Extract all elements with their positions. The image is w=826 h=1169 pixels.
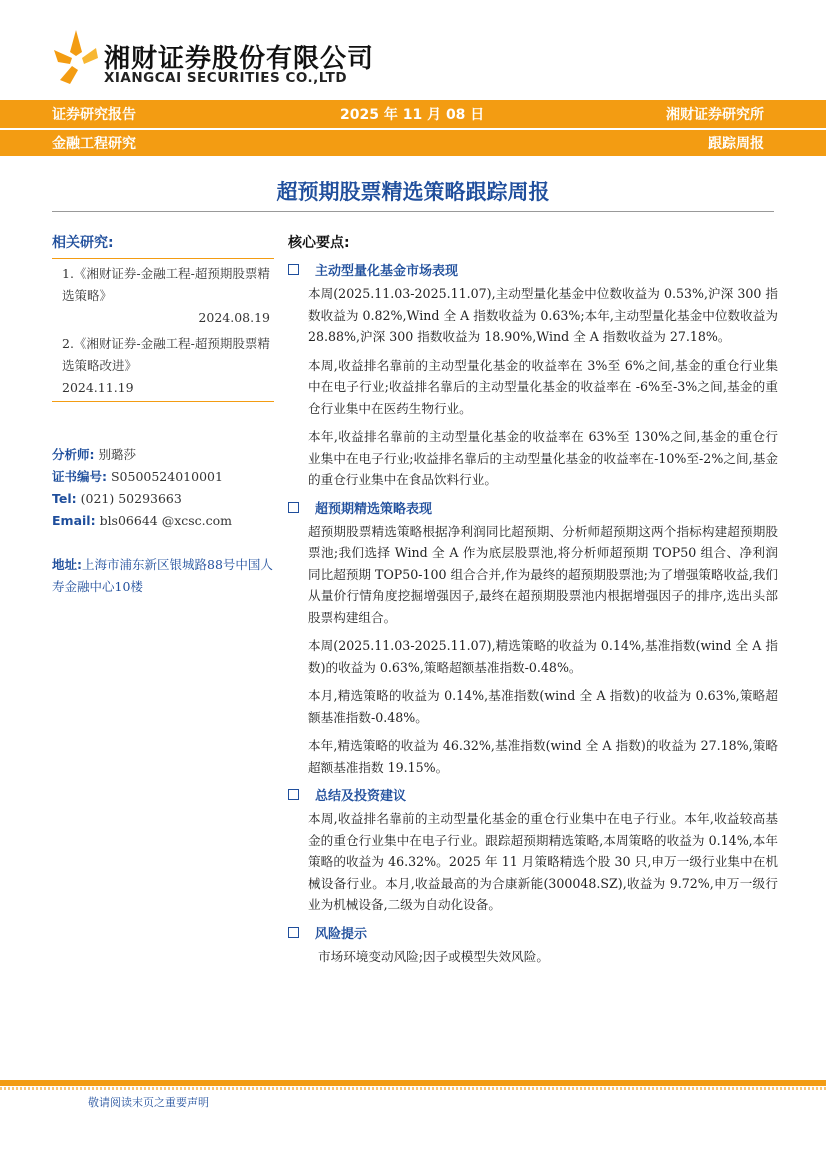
company-logo (52, 28, 375, 90)
footer-dotted-line (0, 1087, 826, 1090)
related-research-item[interactable] (52, 329, 274, 399)
related-research-item[interactable] (52, 259, 274, 329)
paragraph: 本月,精选策略的收益为 0.14%,基准指数(wind 全 A 指数)的收益为 0.63%,策略超额基准指数-0.48%。 (308, 688, 778, 725)
checkbox-square-icon (288, 927, 299, 938)
header-band-top (0, 100, 826, 128)
section-heading (288, 260, 778, 279)
analyst-name: 别璐莎 (98, 447, 136, 462)
report-series: 跟踪周报 (708, 136, 764, 152)
cert-row (52, 466, 274, 488)
related-research-list (52, 259, 274, 402)
analyst-row (52, 444, 274, 466)
sidebar (52, 232, 274, 598)
page-title: 超预期股票精选策略跟踪周报 (276, 180, 550, 204)
paragraph: 本周(2025.11.03-2025.11.07),主动型量化基金中位数收益为 0.53%,沪深 300 指数收益为 0.82%,Wind 全 A 指数收益为 0.63%;本年,主动型量化基金中位数收益为 28.88%,沪深 300 指数收益为 18.90%,Wind 全 A 指数收益为 27.18%。 (308, 286, 778, 344)
key-points-heading: 核心要点: (288, 235, 350, 251)
email-address[interactable]: bls06644 @xcsc.com (99, 513, 233, 528)
header-band-bottom (0, 130, 826, 156)
paragraph: 本年,收益排名靠前的主动型量化基金的收益率在 63%至 130%之间,基金的重仓行业集中在电子行业;收益排名靠后的主动型量化基金的收益率在-10%至-2%之间,基金的重仓行业集中在食品饮料行业。 (308, 429, 778, 487)
tel-number: (021) 50293663 (80, 491, 182, 506)
analyst-contact (52, 444, 274, 532)
section-heading (288, 498, 778, 517)
main-content (288, 232, 778, 967)
paragraph: 超预期股票精选策略根据净利润同比超预期、分析师超预期这两个指标构建超预期股票池;我们选择 Wind 全 A 作为底层股票池,将分析师超预期 TOP50 组合、净利润同比超预期 TOP50-100 组合合并,作为最终的超预期股票池;为了增强策略收益,我们从量价行情角度挖掘增强因子,最终在超预期股票池内根据增强因子的排序,选出头部股票构建组合。 (308, 523, 778, 625)
email-row (52, 510, 274, 532)
section-title: 超预期精选策略表现 (315, 501, 433, 517)
related-research-date: 2024.08.19 (198, 310, 270, 325)
section-title: 主动型量化基金市场表现 (315, 264, 459, 279)
research-category: 金融工程研究 (52, 136, 136, 152)
footer-bar (0, 1080, 826, 1086)
section-title: 总结及投资建议 (315, 789, 407, 804)
address-text: 上海市浦东新区银城路88号中国人寿金融中心10楼 (52, 557, 273, 594)
analyst-label: 分析师: (52, 447, 95, 462)
paragraph: 本周,收益排名靠前的主动型量化基金的收益率在 3%至 6%之间,基金的重仓行业集中在电子行业;收益排名靠后的主动型量化基金的收益率在 -6%至-3%之间,基金的重仓行业集中在医药生物行业。 (308, 357, 778, 416)
related-research-title: 1.《湘财证券-金融工程-超预期股票精选策略》 (62, 266, 270, 303)
company-logo-mark-icon (52, 28, 100, 88)
paragraph: 本年,精选策略的收益为 46.32%,基准指数(wind 全 A 指数)的收益为 27.18%,策略超额基准指数 19.15%。 (308, 738, 778, 775)
institute-name: 湘财证券研究所 (666, 107, 764, 123)
section-heading (288, 785, 778, 804)
paragraph: 本周,收益排名靠前的主动型量化基金的重仓行业集中在电子行业。本年,收益较高基金的重仓行业集中在电子行业。跟踪超预期精选策略,本周策略的收益为 0.14%,本年策略的收益为 46.32%。2025 年 11 月策略精选个股 30 只,申万一级行业集中在机械设备行业。本月,收益最高的为合康新能(300048.SZ),收益为 9.72%,申万一级行业为机械设备,二级为自动化设备。 (308, 811, 778, 912)
related-research-heading: 相关研究: (52, 232, 274, 259)
checkbox-square-icon (288, 789, 299, 800)
section-title: 风险提示 (315, 926, 368, 942)
report-type: 证券研究报告 (52, 107, 136, 123)
company-name-cn: 湘财证券股份有限公司 (104, 44, 375, 74)
address-block (52, 554, 274, 598)
paragraph: 本周(2025.11.03-2025.11.07),精选策略的收益为 0.14%,基准指数(wind 全 A 指数)的收益为 0.63%,策略超额基准指数-0.48%。 (308, 638, 778, 675)
checkbox-square-icon (288, 264, 299, 275)
tel-label: Tel: (52, 491, 77, 506)
tel-row (52, 488, 274, 510)
email-label: Email: (52, 513, 96, 528)
title-divider (52, 211, 774, 212)
section-heading (288, 923, 778, 942)
related-research-title: 2.《湘财证券-金融工程-超预期股票精选策略改进》 (62, 336, 270, 373)
footer-notice: 敬请阅读末页之重要声明 (88, 1096, 209, 1109)
report-date: 2025 年 11 月 08 日 (340, 107, 485, 123)
cert-number: S0500524010001 (110, 469, 223, 484)
risk-text: 市场环境变动风险;因子或模型失效风险。 (318, 948, 549, 964)
address-label: 地址: (52, 557, 82, 572)
company-name-en: XIANGCAI SECURITIES CO.,LTD (104, 70, 348, 86)
related-research-date: 2024.11.19 (62, 380, 134, 395)
cert-label: 证书编号: (52, 469, 107, 484)
checkbox-square-icon (288, 502, 299, 513)
